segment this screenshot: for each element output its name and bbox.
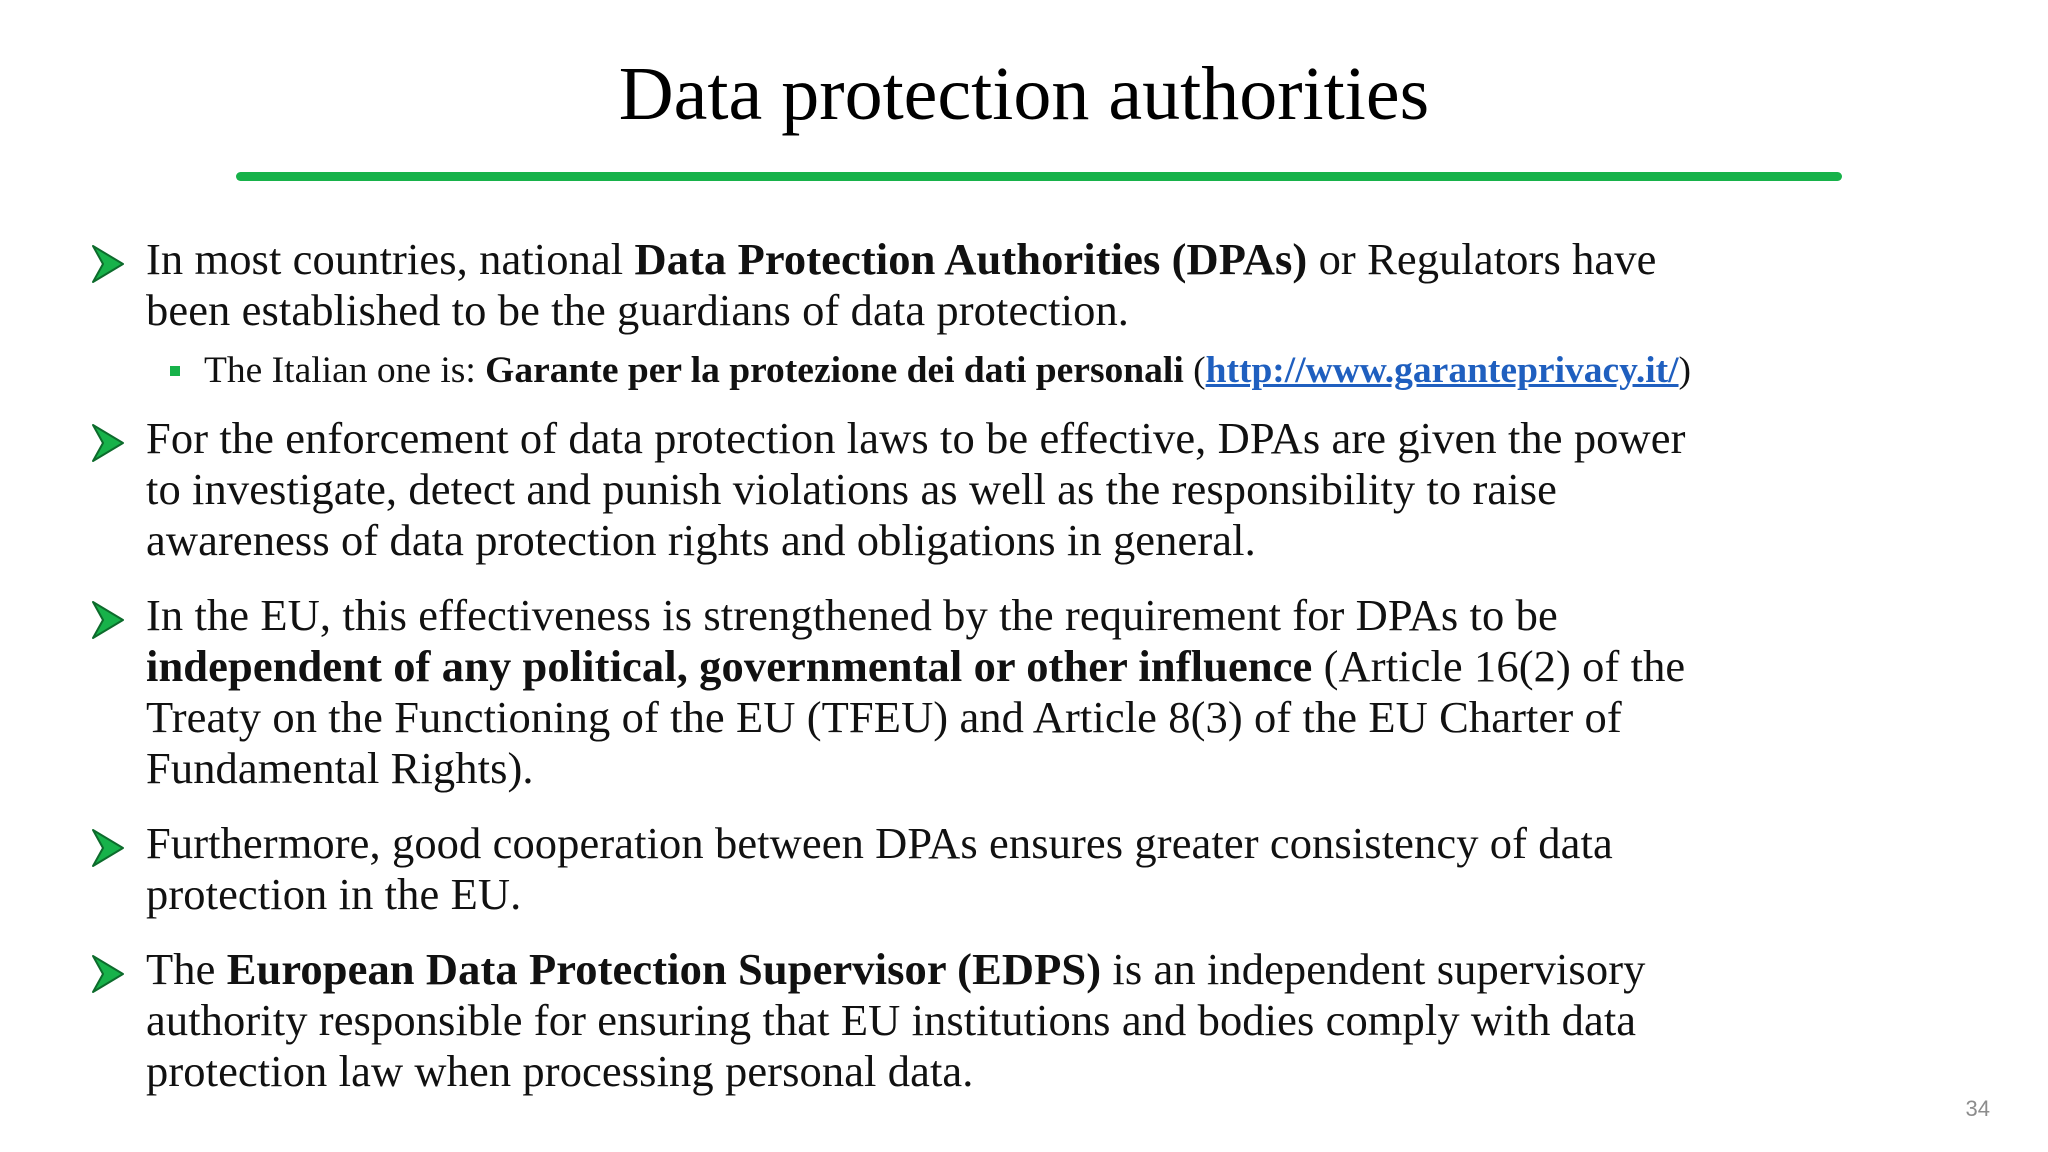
green-arrowhead-bullet-icon — [90, 421, 126, 465]
bold-term-garante: Garante per la protezione dei dati personali — [485, 350, 1184, 391]
bullet-5-line-1 — [146, 944, 1976, 995]
green-arrowhead-bullet-icon — [90, 952, 126, 996]
text-segment: The — [146, 944, 227, 994]
bold-term-dpas: Data Protection Authorities (DPAs) — [634, 234, 1308, 284]
green-square-bullet-icon — [170, 366, 180, 376]
text-segment: (Article 16(2) of the — [1312, 641, 1686, 691]
green-arrowhead-bullet-icon — [90, 598, 126, 642]
bullet-text-5 — [146, 944, 1976, 1097]
bullet-4-line-2: protection in the EU. — [146, 869, 522, 919]
green-arrowhead-bullet-icon — [90, 826, 126, 870]
bullet-3-line-3: Treaty on the Functioning of the EU (TFEU) and Article 8(3) of the EU Charter of — [146, 692, 1622, 742]
bullet-1-line-2: been established to be the guardians of data protection. — [146, 285, 1130, 335]
bullet-3-line-4: Fundamental Rights). — [146, 743, 534, 793]
garante-privacy-link[interactable]: http://www.garanteprivacy.it/ — [1205, 350, 1679, 391]
bullet-4-line-1: Furthermore, good cooperation between DPAs ensures greater consistency of data — [146, 818, 1613, 868]
text-segment: is an independent supervisory — [1101, 944, 1646, 994]
text-segment: The Italian one is: — [204, 350, 486, 391]
title-underline — [236, 172, 1842, 181]
bold-term-independence: independent of any political, governmental or other influence — [146, 641, 1313, 691]
bullet-2-line-1: For the enforcement of data protection laws to be effective, DPAs are given the power — [146, 413, 1686, 463]
sub-bullet-text — [204, 349, 1691, 393]
text-segment: or Regulators have — [1307, 234, 1657, 284]
text-segment: ( — [1183, 350, 1206, 391]
page-number: 34 — [1965, 1096, 1990, 1121]
bullet-1-line-1 — [146, 234, 1976, 285]
bullet-text-4 — [146, 818, 1976, 920]
bullet-2-line-3: awareness of data protection rights and obligations in general. — [146, 515, 1256, 565]
bullet-text-3 — [146, 590, 1976, 794]
bullet-text-2 — [146, 413, 1976, 566]
bullet-2-line-2: to investigate, detect and punish violations as well as the responsibility to raise — [146, 464, 1558, 514]
text-segment: ) — [1678, 350, 1692, 391]
bullet-3-line-1: In the EU, this effectiveness is strengthened by the requirement for DPAs to be — [146, 590, 1558, 640]
text-segment: In most countries, national — [146, 234, 635, 284]
bold-term-edps: European Data Protection Supervisor (EDPS) — [226, 944, 1102, 994]
bullet-5-line-3: protection law when processing personal data. — [146, 1046, 974, 1096]
bullet-text-1 — [146, 234, 1976, 336]
slide-title: Data protection authorities — [618, 52, 1430, 136]
bullet-5-line-2: authority responsible for ensuring that EU institutions and bodies comply with data — [146, 995, 1637, 1045]
green-arrowhead-bullet-icon — [90, 242, 126, 286]
bullet-3-line-2 — [146, 641, 1976, 692]
